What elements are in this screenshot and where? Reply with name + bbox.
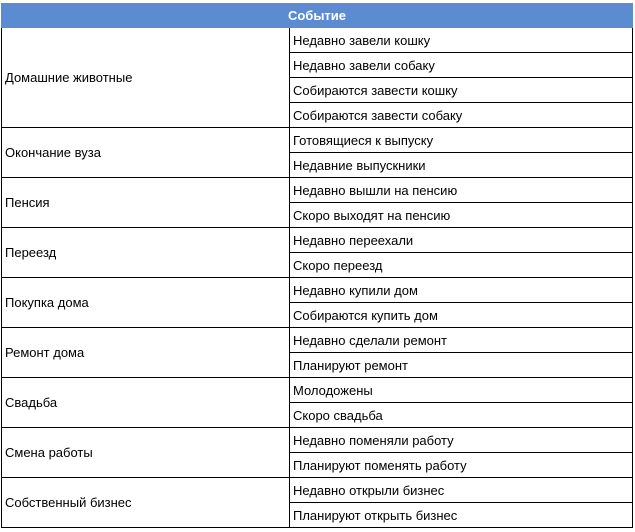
category-cell: Собственный бизнес [2, 478, 290, 528]
subcategory-cell: Собираются купить дом [290, 303, 633, 328]
subcategory-cell: Скоро выходят на пенсию [290, 203, 633, 228]
category-cell: Свадьба [2, 378, 290, 428]
subcategory-cell: Планируют поменять работу [290, 453, 633, 478]
subcategory-cell: Недавно переехали [290, 228, 633, 253]
table-row [2, 378, 633, 403]
table-row [2, 28, 633, 53]
category-cell: Покупка дома [2, 278, 290, 328]
subcategory-cell: Недавние выпускники [290, 153, 633, 178]
subcategory-cell: Скоро свадьба [290, 403, 633, 428]
subcategory-cell: Готовящиеся к выпуску [290, 128, 633, 153]
subcategory-cell: Скоро переезд [290, 253, 633, 278]
header-cell: Событие [2, 4, 633, 28]
table-row [2, 128, 633, 153]
table-row [2, 228, 633, 253]
table-row [2, 278, 633, 303]
category-cell: Ремонт дома [2, 328, 290, 378]
category-cell: Окончание вуза [2, 128, 290, 178]
subcategory-cell: Планируют открыть бизнес [290, 503, 633, 528]
table-row [2, 478, 633, 503]
table-row [2, 328, 633, 353]
category-cell: Смена работы [2, 428, 290, 478]
category-cell: Пенсия [2, 178, 290, 228]
subcategory-cell: Собираются завести собаку [290, 103, 633, 128]
category-cell: Переезд [2, 228, 290, 278]
subcategory-cell: Молодожены [290, 378, 633, 403]
subcategory-cell: Недавно завели собаку [290, 53, 633, 78]
events-table [1, 3, 633, 528]
subcategory-cell: Недавно завели кошку [290, 28, 633, 53]
subcategory-cell: Собираются завести кошку [290, 78, 633, 103]
subcategory-cell: Недавно вышли на пенсию [290, 178, 633, 203]
subcategory-cell: Недавно сделали ремонт [290, 328, 633, 353]
table-row [2, 178, 633, 203]
subcategory-cell: Недавно купили дом [290, 278, 633, 303]
subcategory-cell: Недавно поменяли работу [290, 428, 633, 453]
table-row [2, 428, 633, 453]
category-cell: Домашние животные [2, 28, 290, 128]
subcategory-cell: Планируют ремонт [290, 353, 633, 378]
subcategory-cell: Недавно открыли бизнес [290, 478, 633, 503]
header-row [2, 4, 633, 28]
